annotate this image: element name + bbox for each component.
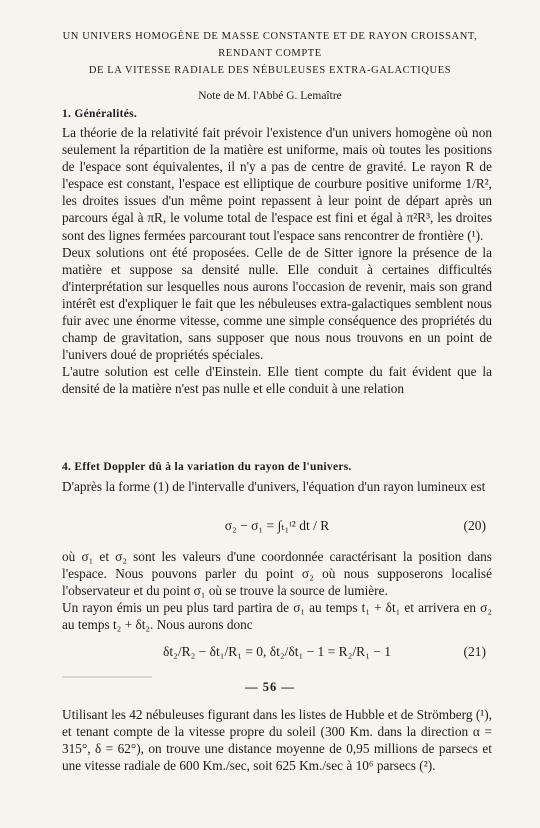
equation-21 <box>62 636 492 670</box>
author-note: Note de M. l'Abbé G. Lemaître <box>198 90 342 102</box>
section-4-paragraph-1: D'après la forme (1) de l'intervalle d'univers, l'équation d'un rayon lumineux est <box>62 479 486 494</box>
section-4-body <box>62 548 492 633</box>
equation-20-expression: σ₂ − σ₁ = ∫ₜ₁ᵗ² dt / R <box>224 518 330 533</box>
section-4-paragraph-3: Un rayon émis un peu plus tard partira de σ₁ au temps t₁ + δt₁ et arrivera en σ₂ au temps t₂ + δt₂. Nous aurons donc <box>62 600 492 633</box>
section-4-intro <box>62 478 492 495</box>
title-line-3: DE LA VITESSE RADIALE DES NÉBULEUSES EXTRA-GALACTIQUES <box>88 65 452 76</box>
title-line-2: RENDANT COMPTE <box>218 48 322 59</box>
equation-20-number: (20) <box>463 518 486 533</box>
section-1-paragraph-2: Deux solutions ont été proposées. Celle de de Sitter ignore la présence de la matière et suppose sa densité nulle. Elle conduit à certaines difficultés d'interprétation sur lesquelles nous aurons l'occasion de revenir, mais son grand intérêt est d'expliquer le fait que les nébuleuses extra-galactiques semblent nous fuir avec une énorme vitesse, comme une simple conséquence des propriétés du champ de gravitation, sans supposer que nous nous trouvons en un point de l'univers doué de propriétés spéciales. <box>62 244 492 363</box>
section-1-body <box>62 124 492 398</box>
bottom-paragraph: Utilisant les 42 nébuleuses figurant dans les listes de Hubble et de Strömberg (¹), et tenant compte de la vitesse propre du soleil (300 Km. dans la direction α = 315°, δ = 62°), on trouve une distance moyenne de 0,95 millions de parsecs et une vitesse radiale de 600 Km./sec, soit 625 Km./sec à 10⁶ parsecs (²). <box>62 707 492 774</box>
section-1-heading: 1. Généralités. <box>62 108 138 120</box>
equation-21-expression: δt₂/R₂ − δt₁/R₁ = 0, δt₂/δt₁ − 1 = R₂/R₁ − 1 <box>163 644 391 659</box>
section-4-paragraph-2: où σ₁ et σ₂ sont les valeurs d'une coordonnée caractérisant la position dans l'espace. Nous pouvons parler du point σ₂ où nous supposerons localisé l'observateur et du point σ₁ où se trouve la source de lumière. <box>62 549 492 599</box>
bottom-body <box>62 706 492 774</box>
section-1-paragraph-3: L'autre solution est celle d'Einstein. Elle tient compte du fait évident que la densité de la matière n'est pas nulle et elle conduit à une relation <box>62 364 492 397</box>
equation-21-number: (21) <box>463 644 486 659</box>
page-number: — 56 — <box>245 680 295 694</box>
section-1-paragraph-1: La théorie de la relativité fait prévoir l'existence d'un univers homogène où non seulement la répartition de la matière est uniforme, mais où toutes les positions de l'espace sont équivalentes, il n'y a pas de centre de gravité. Le rayon R de l'espace est constant, l'espace est elliptique de courbure positive uniforme 1/R², les droites issues d'un même point repassent à leur point de départ après un parcours égal à πR, le volume total de l'espace est fini et égal à π²R³, les droites sont des lignes fermées parcourant tout l'espace sans rencontrer de frontière (¹). <box>62 125 492 243</box>
section-4-heading: 4. Effet Doppler dû à la variation du rayon de l'univers. <box>62 461 352 473</box>
article-title <box>40 28 500 79</box>
print-smudge <box>62 676 152 678</box>
title-line-1: UN UNIVERS HOMOGÈNE DE MASSE CONSTANTE ET DE RAYON CROISSANT, <box>62 31 478 42</box>
equation-20 <box>62 510 492 544</box>
